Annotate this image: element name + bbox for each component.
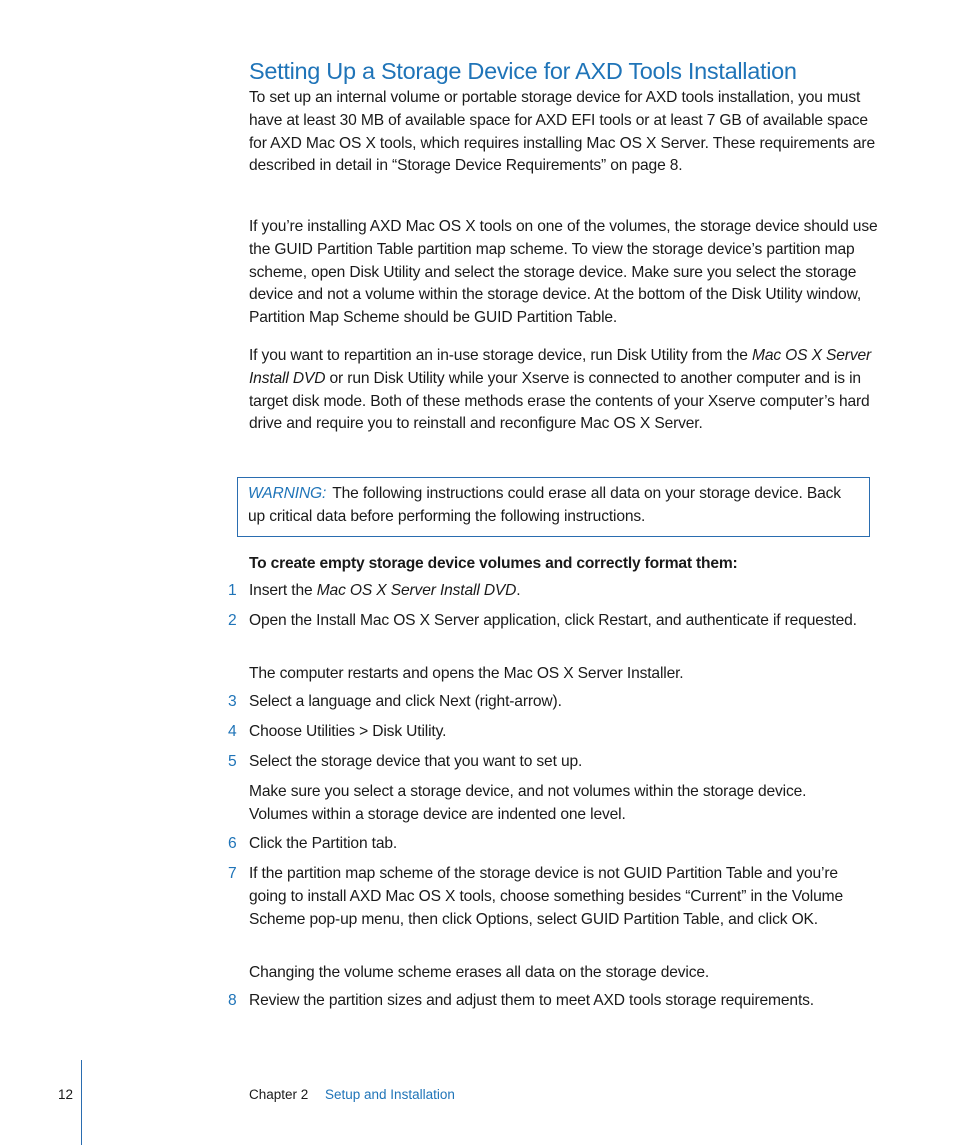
step-text: Review the partition sizes and adjust them to meet AXD tools storage requirements. xyxy=(249,992,814,1009)
step-number: 6 xyxy=(228,835,237,852)
step-number: 2 xyxy=(228,612,237,629)
install-dvd-title: Mac OS X Server Install DVD xyxy=(249,347,872,387)
step-text-end: . xyxy=(516,582,521,599)
step-number: 5 xyxy=(228,753,237,770)
footer-section-title: Setup and Installation xyxy=(325,1087,455,1102)
step-text: Choose Utilities > Disk Utility. xyxy=(249,723,447,740)
footer-divider xyxy=(81,1060,82,1145)
repartition-paragraph xyxy=(249,345,879,436)
footer-chapter: Chapter 2 xyxy=(249,1087,309,1102)
step-text: Select a language and click Next (right-arrow). xyxy=(249,693,562,710)
intro-paragraph: To set up an internal volume or portable storage device for AXD tools installation, you must have at least 30 MB of available space for AXD EFI tools or at least 7 GB of available space for AXD Mac OS X tools, which requires installing Mac OS X Server. These requirements are described in detail in “Storage Device Requirements” on page 8. xyxy=(249,89,875,175)
step-text: Click the Partition tab. xyxy=(249,835,398,852)
step-text xyxy=(249,580,869,603)
warning-message: The following instructions could erase all data on your storage device. Back up critical data before performing the following instructions. xyxy=(248,485,841,525)
step-number: 8 xyxy=(228,992,237,1009)
page-number: 12 xyxy=(58,1087,74,1102)
step-number: 1 xyxy=(228,582,237,599)
step-number: 3 xyxy=(228,693,237,710)
step-number: 4 xyxy=(228,723,237,740)
step-note: The computer restarts and opens the Mac OS X Server Installer. xyxy=(249,665,684,682)
partition-scheme-paragraph: If you’re installing AXD Mac OS X tools on one of the volumes, the storage device should use the GUID Partition Table partition map scheme. To view the storage device’s partition map scheme, open Disk Utility and select the storage device. Make sure you select the storage device and not a volume within the storage device. At the bottom of the Disk Utility window, Partition Map Scheme should be GUID Partition Table. xyxy=(249,218,878,327)
step-note: Make sure you select a storage device, and not volumes within the storage device. Volumes within a storage device are indented one level. xyxy=(249,783,807,823)
step-text: Select the storage device that you want to set up. xyxy=(249,753,583,770)
procedure-heading: To create empty storage device volumes and correctly format them: xyxy=(249,555,738,572)
warning-label: WARNING: xyxy=(248,485,327,502)
step-text: Open the Install Mac OS X Server application, click Restart, and authenticate if requested. xyxy=(249,612,857,629)
step-text-start: Insert the xyxy=(249,582,317,599)
repartition-text-end: or run Disk Utility while your Xserve is connected to another computer and is in target disk mode. Both of these methods erase the contents of your Xserve computer’s hard drive and require you to reinstall and reconfigure Mac OS X Server. xyxy=(249,369,870,433)
install-dvd-title: Mac OS X Server Install DVD xyxy=(316,582,517,599)
warning-text xyxy=(248,482,860,528)
step-note: Changing the volume scheme erases all data on the storage device. xyxy=(249,964,710,981)
step-text: If the partition map scheme of the storage device is not GUID Partition Table and you’re going to install AXD Mac OS X tools, choose something besides “Current” in the Volume Scheme pop-up menu, then click Options, select GUID Partition Table, and click OK. xyxy=(249,865,843,928)
step-number: 7 xyxy=(228,865,237,882)
repartition-text-start: If you want to repartition an in-use storage device, run Disk Utility from the xyxy=(249,347,752,364)
page-title: Setting Up a Storage Device for AXD Tools Installation xyxy=(249,58,797,84)
